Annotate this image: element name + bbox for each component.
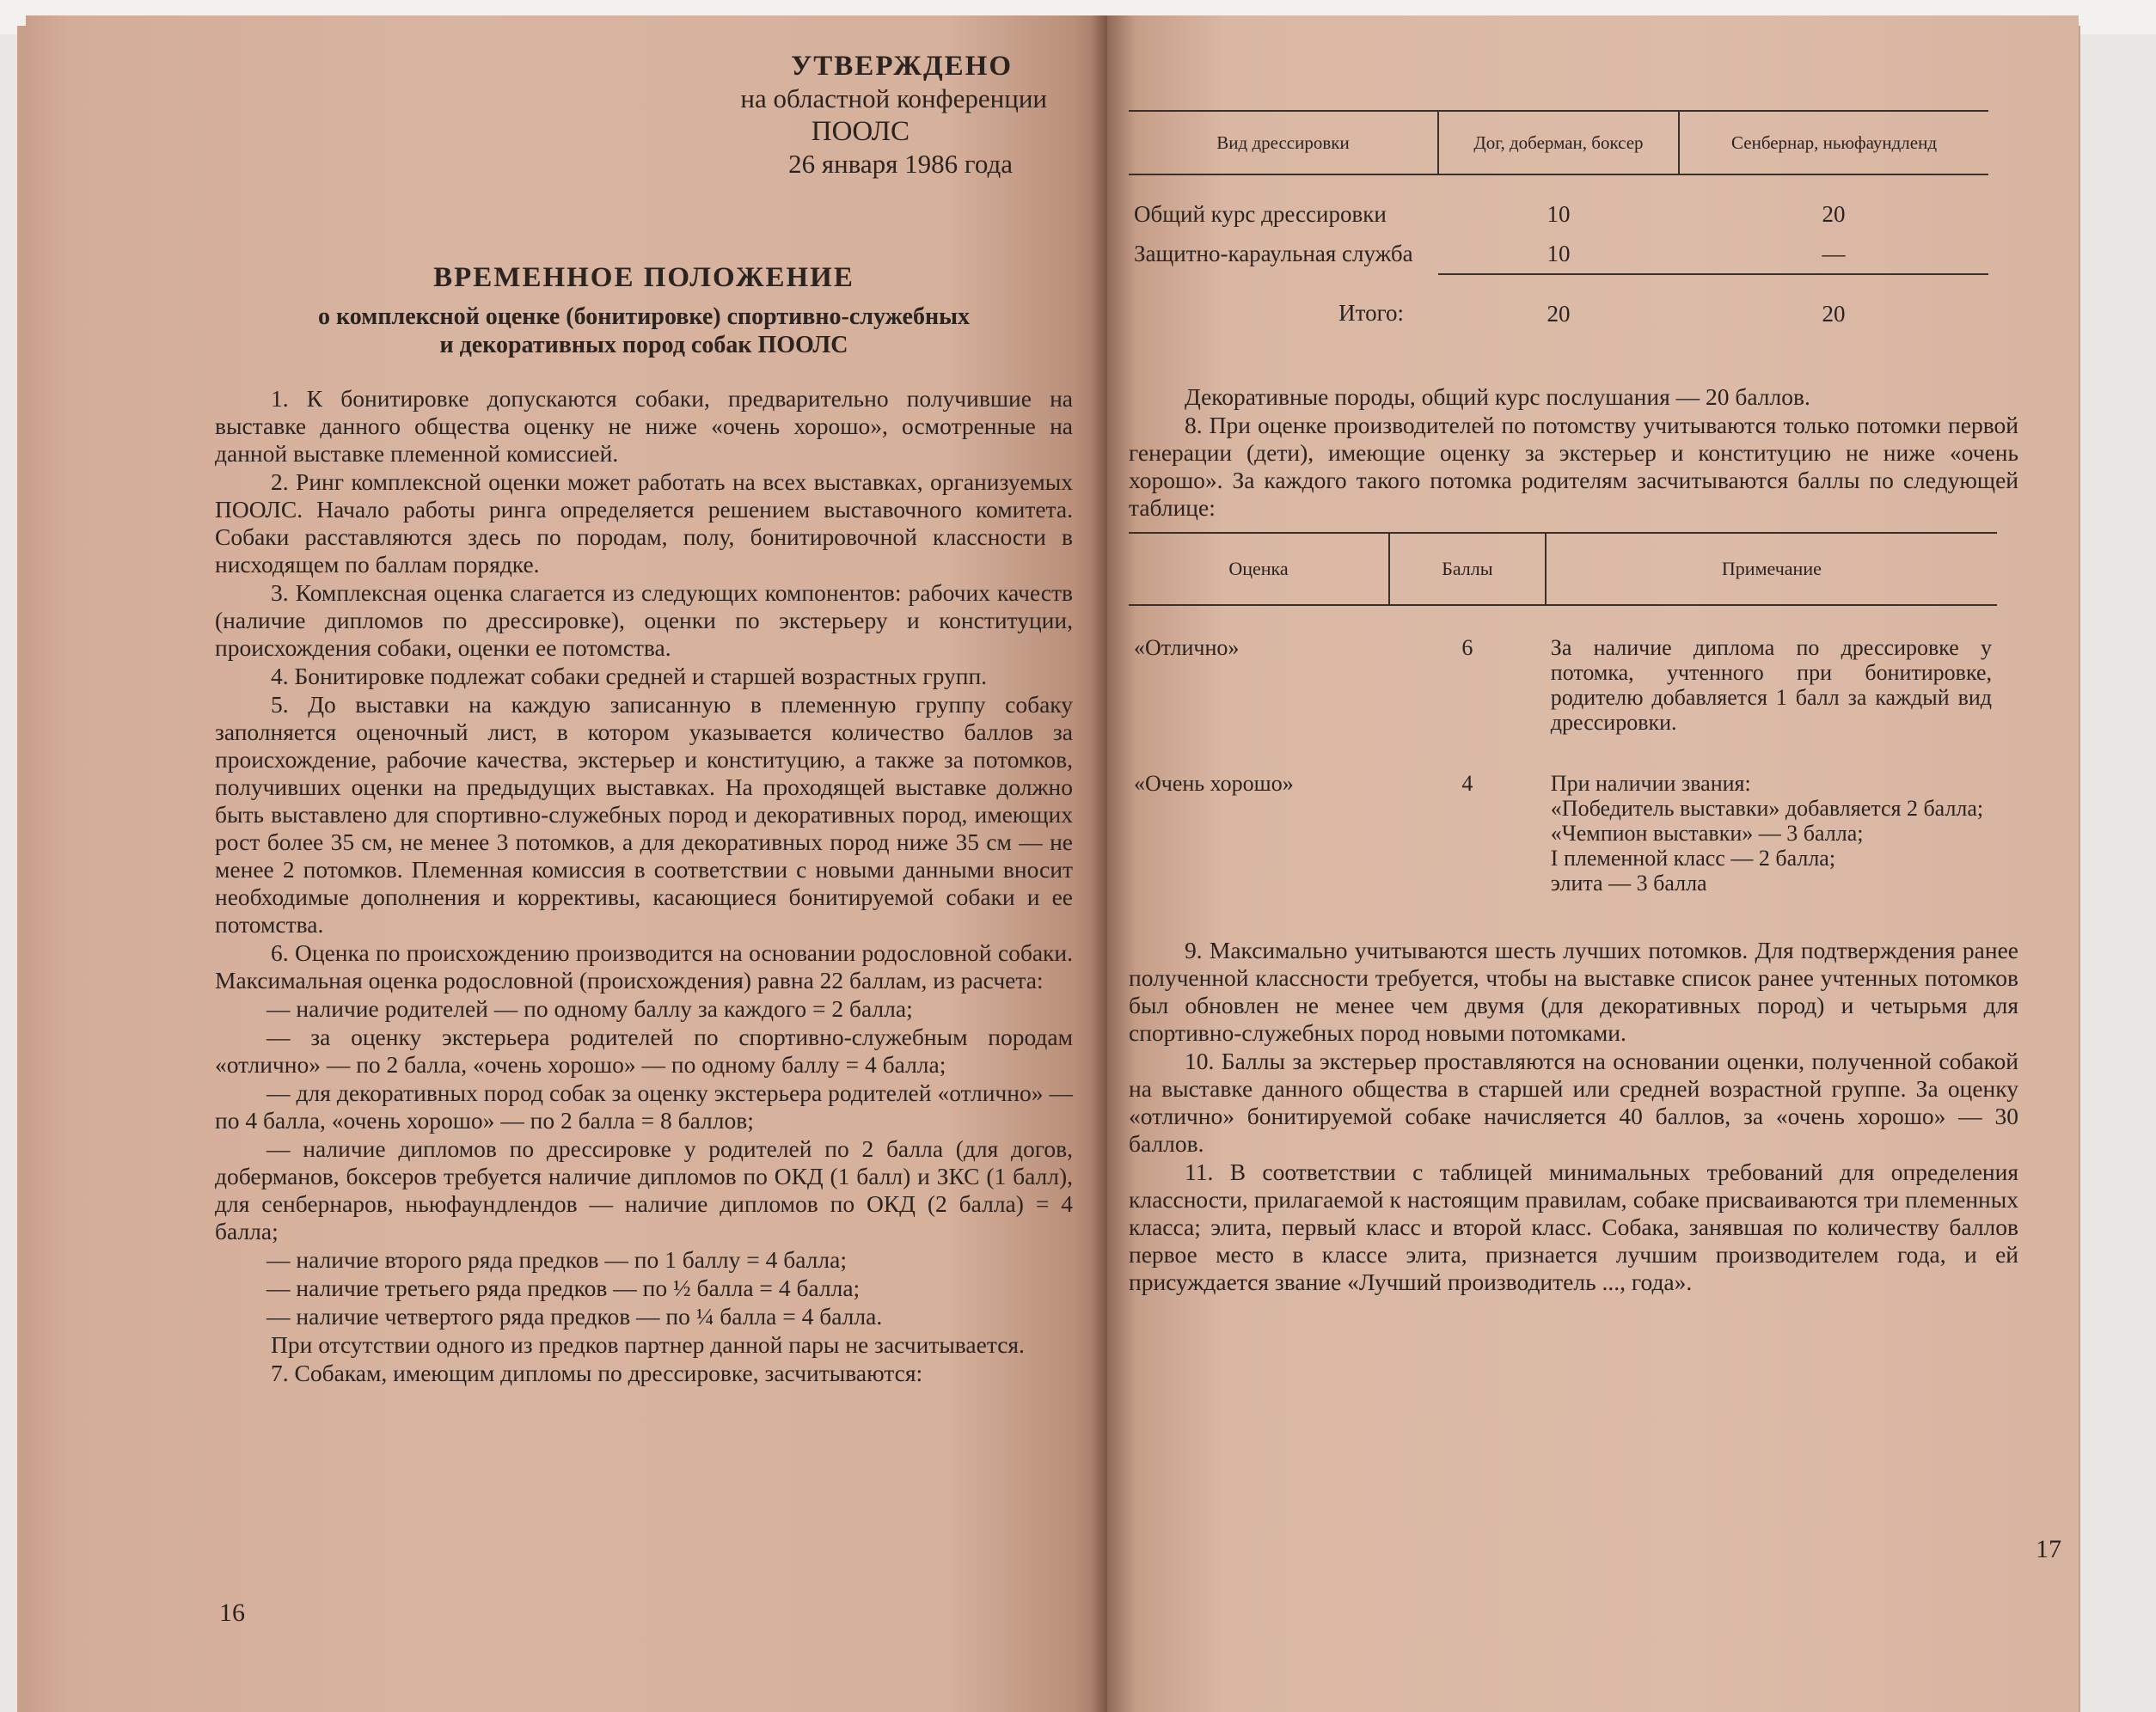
score-grade: «Очень хорошо» bbox=[1134, 771, 1294, 796]
dash-item: — за оценку экстерьера родителей по спортивно-служебным породам «отлично» — по 2 балла, «очень хорошо» — по одному баллу = 4 балла; bbox=[215, 1024, 1073, 1078]
paragraph-11: 11. В соответствии с таблицей минимальных требований для определения классности, прилагаемой к настоящим правилам, собаке присваиваются три племенных класса; элита, первый класс и второй класс. Собака, занявшая по количеству баллов первое место в классе элита, признается лучшим производителем года, и ей присуждается звание «Лучший производитель ..., года». bbox=[1129, 1159, 2018, 1295]
right-body-upper bbox=[1129, 383, 2018, 522]
dash-item: — наличие третьего ряда предков — по ½ балла = 4 балла; bbox=[266, 1275, 861, 1301]
table-row bbox=[1129, 234, 1988, 274]
score-header-points: Баллы bbox=[1389, 533, 1546, 605]
dash-item: — наличие родителей — по одному баллу за каждого = 2 балла; bbox=[266, 995, 913, 1022]
approved-date: 26 января 1986 года bbox=[788, 149, 1013, 179]
document-subtitle bbox=[215, 303, 1073, 359]
left-body bbox=[215, 385, 1073, 1387]
dash-item: — наличие дипломов по дрессировке у родителей по 2 балла (для догов, доберманов, боксеров требуется наличие дипломов по ОКД (1 балл) и ЗКС (1 балл), для сенбернаров, ньюфаундлендов — наличие дипломов по ОКД (2 балла) = 4 балла; bbox=[215, 1135, 1073, 1244]
total-value: 20 bbox=[1438, 274, 1679, 333]
score-table bbox=[1129, 532, 1997, 902]
decorative-line: Декоративные породы, общий курс послушания — 20 баллов. bbox=[1185, 383, 1810, 410]
paragraph-3: 3. Комплексная оценка слагается из следующих компонентов: рабочих качеств (наличие дипломов по дрессировке), оценки по экстерьеру и конституции, происхождения собаки, оценки ее потомства. bbox=[215, 579, 1073, 661]
training-header-type: Вид дрессировки bbox=[1129, 111, 1438, 174]
score-header-grade: Оценка bbox=[1129, 533, 1389, 605]
dash-item: — наличие четвертого ряда предков — по ¼ балла = 4 балла. bbox=[266, 1303, 883, 1330]
page-number-right: 17 bbox=[2036, 1535, 2061, 1563]
page-number-left: 16 bbox=[219, 1599, 245, 1627]
note-line: элита — 3 балла bbox=[1550, 871, 1707, 896]
approved-heading: УТВЕРЖДЕНО bbox=[791, 51, 1013, 82]
table-row bbox=[1129, 742, 1997, 902]
score-header-note: Примечание bbox=[1546, 533, 1997, 605]
dash-item: — для декоративных пород собак за оценку экстерьера родителей «отлично» — по 4 балла, «очень хорошо» — по 2 балла = 8 баллов; bbox=[215, 1079, 1073, 1134]
table-row bbox=[1129, 605, 1997, 742]
training-value: 10 bbox=[1547, 201, 1571, 227]
score-note bbox=[1546, 742, 1997, 902]
paragraph-5: 5. До выставки на каждую записанную в племенную группу собаку заполняется оценочный лист, в котором указывается количество баллов за происхождение, рабочие качества, экстерьер и конституцию, а также за потомков, получивших оценки на предыдущих выставках. На проходящей выставке должно быть выставлено для спортивно-служебных пород и декоративных пород, имеющих рост более 35 см, не менее 3 потомков, а для декоративных пород ниже 35 см — не менее 2 потомков. Племенная комиссия в соответствии с новыми данными вносит необходимые дополнения и коррективы, касающиеся бонитируемой собаки и ее потомства. bbox=[215, 691, 1073, 938]
paragraph-6: 6. Оценка по происхождению производится на основании родословной собаки. Максимальная оценка родословной (происхождения) равна 22 баллам, из расчета: bbox=[215, 939, 1073, 994]
training-header-bernard: Сенбернар, ньюфаундленд bbox=[1679, 111, 1988, 174]
paragraph-1: 1. К бонитировке допускаются собаки, предварительно получившие на выставке данного общества оценку не ниже «очень хорошо», осмотренные на данной выставке племенной комиссией. bbox=[215, 385, 1073, 467]
right-page bbox=[1107, 15, 2079, 1712]
score-grade: «Отлично» bbox=[1134, 635, 1240, 660]
score-note bbox=[1546, 605, 1997, 742]
training-value: 10 bbox=[1547, 241, 1571, 266]
left-page bbox=[26, 15, 1107, 1712]
subtitle-line: о комплексной оценке (бонитировке) спортивно-служебных bbox=[318, 303, 970, 330]
training-table bbox=[1129, 110, 1988, 333]
document-title: ВРЕМЕННОЕ ПОЛОЖЕНИЕ bbox=[433, 262, 854, 293]
paragraph-8: 8. При оценке производителей по потомству учитываются только потомки первой генерации (дети), имеющие оценку за экстерьер и конституцию не ниже «очень хорошо». За каждого такого потомка родителям засчитываются баллы по следующей таблице: bbox=[1129, 412, 2018, 521]
paragraph-10: 10. Баллы за экстерьер проставляются на основании оценки, полученной собакой на выставке данного общества в старшей или средней возрастной группе. За оценку «отлично» бонитируемой собаке начисляется 40 баллов, за «очень хорошо» — 30 баллов. bbox=[1129, 1048, 2018, 1157]
subtitle-line: и декоративных пород собак ПООЛС bbox=[439, 332, 848, 358]
training-header-dog: Дог, доберман, боксер bbox=[1438, 111, 1679, 174]
paragraph-2: 2. Ринг комплексной оценки может работать на всех выставках, организуемых ПООЛС. Начало работы ринга определяется решением выставочного комитета. Собаки расставляются здесь по породам, полу, бонитировочной классности в нисходящем по баллам порядке. bbox=[215, 468, 1073, 578]
table-row-total bbox=[1129, 274, 1988, 333]
note-line: При наличии звания: bbox=[1550, 771, 1751, 796]
total-value: 20 bbox=[1679, 274, 1988, 333]
paragraph-9: 9. Максимально учитываются шесть лучших потомков. Для подтверждения ранее полученной классности требуется, чтобы на выставке список ранее учтенных потомков был обновлен не менее чем двумя (для декоративных пород) и четырьмя для спортивно-служебных пород новыми потомками. bbox=[1129, 937, 2018, 1046]
training-value: 20 bbox=[1822, 201, 1846, 227]
training-type: Общий курс дрессировки bbox=[1134, 201, 1387, 227]
total-label: Итого: bbox=[1338, 300, 1404, 326]
approved-org: ПООЛС bbox=[811, 116, 910, 147]
paragraph-7: 7. Собакам, имеющим дипломы по дрессировке, засчитываются: bbox=[271, 1360, 923, 1386]
note-line: За наличие диплома по дрессировке у потомка, учтенного при бонитировке, родителю добавляется 1 балл за каждый вид дрессировки. bbox=[1550, 635, 1992, 735]
approval-block bbox=[215, 50, 1073, 180]
score-points: 4 bbox=[1461, 771, 1473, 796]
paragraph-4: 4. Бонитировке подлежат собаки средней и старшей возрастных групп. bbox=[271, 663, 988, 689]
note-line: «Победитель выставки» добавляется 2 балла; bbox=[1550, 796, 1984, 821]
approved-conference: на областной конференции bbox=[740, 83, 1047, 113]
table-row bbox=[1129, 174, 1988, 234]
paragraph-ancestors: При отсутствии одного из предков партнер данной пары не засчитывается. bbox=[271, 1331, 1025, 1358]
training-value: — bbox=[1822, 241, 1846, 266]
score-points: 6 bbox=[1461, 635, 1473, 660]
dash-item: — наличие второго ряда предков — по 1 баллу = 4 балла; bbox=[266, 1246, 847, 1273]
right-body-lower bbox=[1129, 937, 2018, 1296]
training-type: Защитно-караульная служба bbox=[1134, 241, 1413, 266]
note-line: I племенной класс — 2 балла; bbox=[1550, 846, 1836, 871]
note-line: «Чемпион выставки» — 3 балла; bbox=[1550, 821, 1864, 846]
